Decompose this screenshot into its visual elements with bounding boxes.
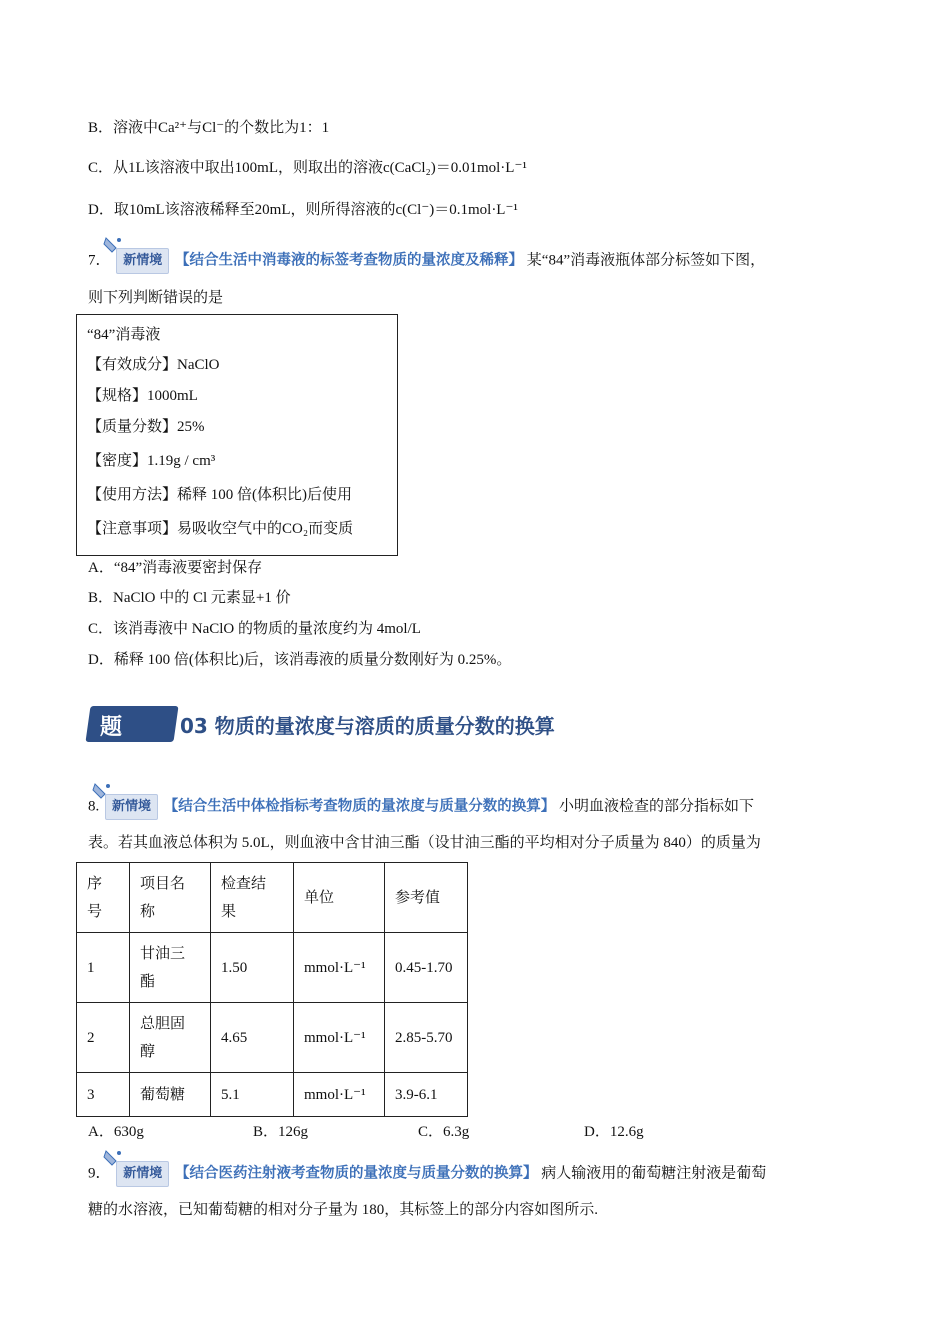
q8-option-a: A．630g (88, 1124, 144, 1140)
q9-stem-text: 病人输液用的葡萄糖注射液是葡萄 (541, 1165, 767, 1182)
flask-icon (102, 236, 124, 254)
q8-stem-line1 (88, 794, 754, 820)
label-line: 【质量分数】25% (87, 419, 205, 435)
table-header-cell: 参考值 (385, 863, 468, 933)
q8-stem-text: 小明血液检查的部分指标如下 (559, 798, 755, 815)
table-header-cell: 检查结 果 (211, 863, 294, 933)
q8-option-b: B．126g (253, 1124, 309, 1140)
q9-stem-line1 (88, 1161, 766, 1187)
new-context-tag (116, 248, 169, 274)
table-cell: 5.1 (211, 1073, 294, 1117)
table-cell: mmol·L⁻¹ (294, 933, 385, 1003)
q7-option-b: B．NaClO 中的 Cl 元素显+1 价 (88, 590, 291, 606)
label-line: 【有效成分】NaClO (87, 357, 220, 373)
table-cell: mmol·L⁻¹ (294, 1003, 385, 1073)
blood-test-table (76, 862, 468, 1117)
table-cell: 4.65 (211, 1003, 294, 1073)
q7-stem-line2: 则下列判断错误的是 (88, 290, 224, 306)
section-title: 03 物质的量浓度与溶质的质量分数的换算 (180, 714, 555, 738)
q7-option-c: C．该消毒液中 NaClO 的物质的量浓度约为 4mol/L (88, 621, 421, 637)
table-row (77, 1003, 468, 1073)
table-header-cell: 序 号 (77, 863, 130, 933)
table-cell: 甘油三 酯 (130, 933, 211, 1003)
table-cell: 2 (77, 1003, 130, 1073)
q9-topic: 【结合医药注射液考查物质的量浓度与质量分数的换算】 (175, 1165, 538, 1182)
table-cell: 葡萄糖 (130, 1073, 211, 1117)
tag-label: 新情境 (105, 794, 158, 820)
q8-option-d: D．12.6g (584, 1124, 644, 1140)
table-cell: 0.45-1.70 (385, 933, 468, 1003)
q7-topic: 【结合生活中消毒液的标签考查物质的量浓度及稀释】 (175, 252, 524, 269)
q8-stem-line2: 表。若其血液总体积为 5.0L，则血液中含甘油三酯（设甘油三酯的平均相对分子质量为 840）的质量为 (88, 835, 761, 851)
tag-label: 新情境 (116, 248, 169, 274)
table-cell: 3 (77, 1073, 130, 1117)
new-context-tag (105, 794, 158, 820)
table-cell: mmol·L⁻¹ (294, 1073, 385, 1117)
flask-icon (102, 1149, 124, 1167)
q8-topic: 【结合生活中体检指标考查物质的量浓度与质量分数的换算】 (163, 798, 556, 815)
q7-option-a: A．“84”消毒液要密封保存 (88, 560, 263, 576)
tag-label: 新情境 (116, 1161, 169, 1187)
table-cell: 3.9-6.1 (385, 1073, 468, 1117)
flask-icon (91, 782, 113, 800)
q6-option-b: B．溶液中Ca²⁺与Cl⁻的个数比为1：1 (88, 120, 330, 136)
disinfectant-label-box (76, 314, 398, 556)
q6-option-c: C．从1L该溶液中取出100mL，则取出的溶液c(CaCl₂)＝0.01mol·L⁻¹ (88, 160, 527, 176)
label-line: 【使用方法】稀释 100 倍(体积比)后使用 (87, 487, 352, 503)
q9-stem-line2: 糖的水溶液，已知葡萄糖的相对分子量为 180，其标签上的部分内容如图所示. (88, 1202, 599, 1218)
table-header-cell: 项目名 称 (130, 863, 211, 933)
table-header-row (77, 863, 468, 933)
q7-number: 7． (88, 252, 111, 269)
table-cell: 1 (77, 933, 130, 1003)
q7-stem-text: 某“84”消毒液瓶体部分标签如下图， (526, 252, 766, 269)
q8-option-c: C．6.3g (418, 1124, 470, 1140)
table-row (77, 1073, 468, 1117)
section-badge: 题型 (100, 715, 129, 771)
q8-number: 8. (88, 798, 100, 815)
new-context-tag (116, 1161, 169, 1187)
table-cell: 总胆固 醇 (130, 1003, 211, 1073)
table-cell: 1.50 (211, 933, 294, 1003)
q6-option-d: D．取10mL该溶液稀释至20mL，则所得溶液的c(Cl⁻)＝0.1mol·L⁻¹ (88, 202, 518, 218)
table-header-cell: 单位 (294, 863, 385, 933)
table-cell: 2.85-5.70 (385, 1003, 468, 1073)
table-row (77, 933, 468, 1003)
label-line: 【密度】1.19g / cm³ (87, 453, 216, 469)
label-line: “84”消毒液 (87, 327, 161, 343)
q7-option-d: D．稀释 100 倍(体积比)后，该消毒液的质量分数刚好为 0.25%。 (88, 652, 512, 668)
q9-number: 9． (88, 1165, 111, 1182)
label-line: 【规格】1000mL (87, 388, 198, 404)
label-line: 【注意事项】易吸收空气中的CO₂而变质 (87, 521, 354, 537)
q7-stem-line1 (88, 248, 765, 274)
